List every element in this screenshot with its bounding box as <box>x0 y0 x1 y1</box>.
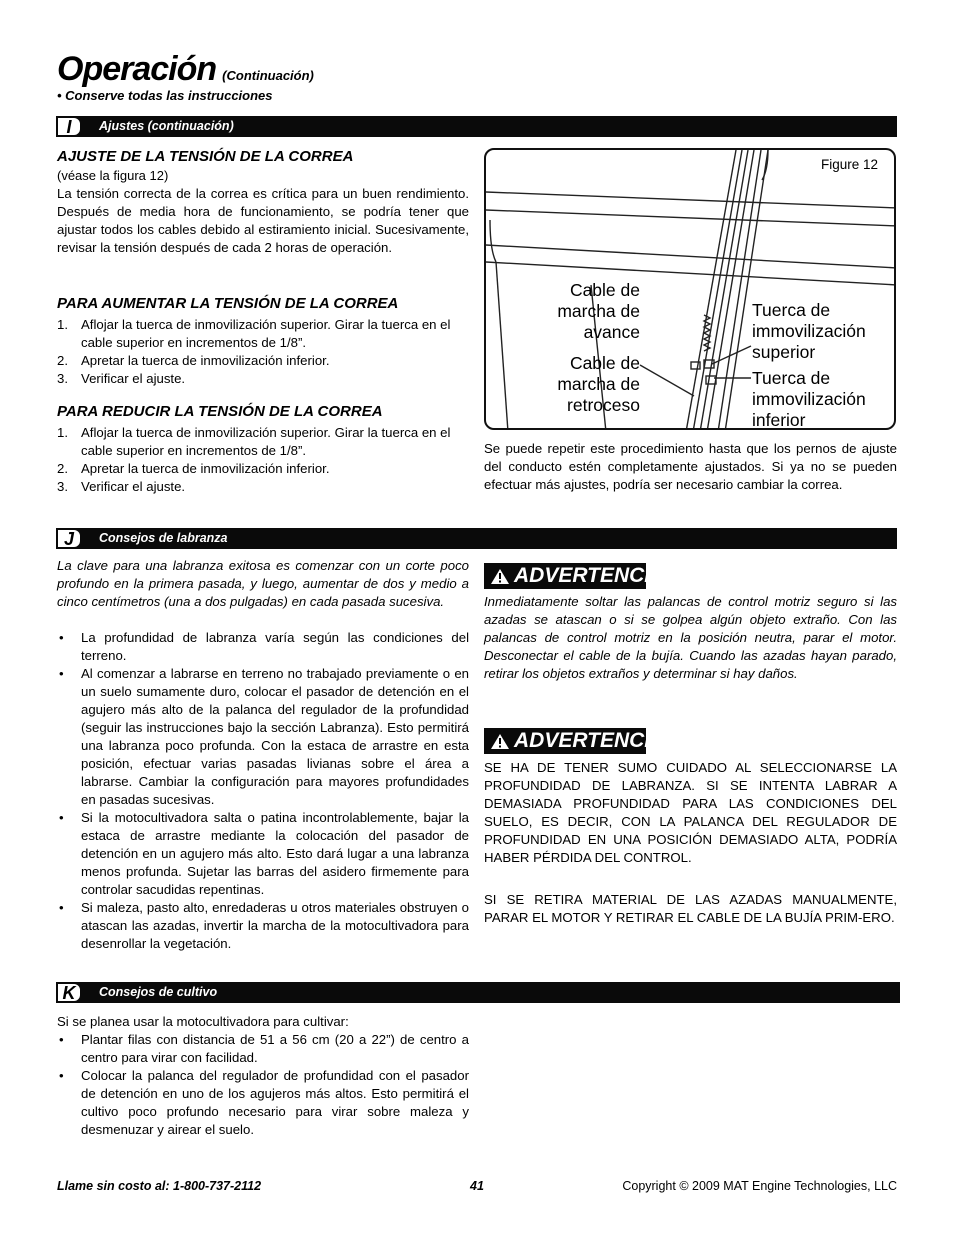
section-j-letter: J <box>56 528 82 549</box>
section-k-letter: K <box>56 982 82 1003</box>
footer-copyright: Copyright © 2009 MAT Engine Technologies, LLC <box>622 1179 897 1193</box>
warning-triangle-icon <box>490 733 510 750</box>
list-item: • La profundidad de labranza varía según las condiciones del terreno. <box>59 630 469 663</box>
section-k-title: Consejos de cultivo <box>99 985 218 999</box>
list-item: 3. Verificar el ajuste. <box>57 479 186 494</box>
decrease-steps <box>57 424 469 496</box>
list-item: • Plantar filas con distancia de 51 a 56 cm (20 a 22”) de centro a centro para virar con facilidad. <box>59 1032 469 1065</box>
tilling-tips-list <box>57 629 469 953</box>
section-i-letter: I <box>56 116 82 137</box>
cultivating-intro: Si se planea usar la motocultivadora para cultivar: <box>57 1014 349 1029</box>
decrease-tension-heading: PARA REDUCIR LA TENSIÓN DE LA CORREA <box>57 403 383 420</box>
list-item: • Al comenzar a labrarse en terreno no trabajado previamente o en un suelo sumamente duro, colocar el pasador de detención en el agujero más alto de la palanca del regulador de la profundidad (seguir las instrucciones bajo la sección Labranza). Esto permitirá una labranza poco profunda. Con la estaca de arrastre en esta posición, efectuar varias pasadas livianas sobre el área a labrarse. Cambiar la configuración para mayores profundidades en pasadas sucesivas. <box>59 666 469 807</box>
page-subtitle: • Conserve todas las instrucciones <box>57 88 273 103</box>
list-item: • Si maleza, pasto alto, enredaderas u otros materiales obstruyen o atascan las azadas, invertir la marcha de la motocultivadora para desenrollar la vegetación. <box>59 900 469 951</box>
section-j-bar <box>57 528 897 549</box>
warning-text-1: Inmediatamente soltar las palancas de control motriz seguro si las azadas se atascan o si se golpea algún objeto extraño. Con las palancas de control motriz en la posición neutra, parar el motor. Desconectar el cable de la bujía. Cuando las azadas hayan parado, retirar los objetos extraños y determinar si hay daños. <box>484 594 897 681</box>
warning-triangle-icon <box>490 568 510 585</box>
after-figure-text: Se puede repetir este procedimiento hasta que los pernos de ajuste del conducto estén completamente ajustados. Si ya no se pueden efectuar más ajustes, podría ser necesario cambiar la correa. <box>484 441 897 492</box>
section-j-title: Consejos de labranza <box>99 531 228 545</box>
list-item: • Colocar la palanca del regulador de profundidad con el pasador de detención en uno de los agujeros más altos. Esto permitirá el cultivo poco profundo necesario para virar sobre maleza y desmenuzar y airear el suelo. <box>59 1068 469 1137</box>
title-note: (Continuación) <box>222 68 314 83</box>
increase-steps <box>57 316 469 388</box>
upper-nut-label: Tuerca de immovilización superior <box>752 300 866 362</box>
warning-text-2a: SE HA DE TENER SUMO CUIDADO AL SELECCIONARSE LA PROFUNDIDAD DE LABRANZA. SI SE INTENTA LABRAR A DEMASIADA PROFUNDIDAD PARA LAS CONDICIONES DEL SUELO, ES DECIR, CON LA PALANCA DEL REGULADOR DE PROFUNDIDAD EN UNA POSICIÓN DEMASIADO ALTA, PODRÍA HABER PÉRDIDA DEL CONTROL. <box>484 760 897 865</box>
list-item: • Si la motocultivadora salta o patina incontrolablemente, bajar la estaca de arrastre mediante la colocación del pasador de detención en un agujero más alto. Esto dará lugar a una labranza menos profunda. Sujetar las barras del asidero firmemente para controlar sacudidas repentinas. <box>59 810 469 897</box>
page-title: Operación (Continuación) <box>57 50 314 88</box>
list-item: 2. Apretar la tuerca de inmovilización inferior. <box>57 461 330 476</box>
figure-caption: Figure 12 <box>820 157 878 172</box>
warning-label-1: ADVERTENCIA <box>514 564 666 587</box>
belt-tension-intro: La tensión correcta de la correa es crítica para un buen rendimiento. Después de media hora de funcionamiento, se podría tener que ajustar todos los cables debido al estiramiento inicial. Sucesivamente, revisar la tensión después de cada 2 horas de operación. <box>57 186 469 255</box>
list-item: 3. Verificar el ajuste. <box>57 371 186 386</box>
section-k-bar <box>57 982 900 1003</box>
list-item: 1. Aflojar la tuerca de inmovilización superior. Girar la tuerca en el cable superior en incrementos de 1/8”. <box>57 317 451 350</box>
section-i-bar <box>57 116 897 137</box>
increase-tension-heading: PARA AUMENTAR LA TENSIÓN DE LA CORREA <box>57 295 399 312</box>
tilling-intro: La clave para una labranza exitosa es comenzar con un corte poco profundo en la primera pasada, y luego, aumentar de dos y medio a cinco centímetros (una a dos pulgadas) en cada pasada sucesiva. <box>57 558 469 609</box>
warning-label-2: ADVERTENCIA <box>514 729 666 752</box>
warning-badge-1 <box>484 563 666 589</box>
forward-cable-label: Cable de marcha de avance <box>557 280 640 342</box>
reverse-cable-label: Cable de marcha de retroceso <box>557 353 640 415</box>
belt-tension-heading: AJUSTE DE LA TENSIÓN DE LA CORREA <box>57 148 354 165</box>
section-i-title: Ajustes (continuación) <box>99 119 234 133</box>
lower-nut-label: Tuerca de immovilización inferior <box>752 368 866 430</box>
footer-phone: Llame sin costo al: 1-800-737-2112 <box>57 1179 262 1193</box>
figure-12 <box>484 148 896 430</box>
list-item: 2. Apretar la tuerca de inmovilización inferior. <box>57 353 330 368</box>
warning-text-2b: SI SE RETIRA MATERIAL DE LAS AZADAS MANUALMENTE, PARAR EL MOTOR Y RETIRAR EL CABLE DE LA BUJÍA PRIM-ERO. <box>484 892 897 925</box>
cultivating-tips-list <box>57 1031 469 1139</box>
warning-badge-2 <box>484 728 666 754</box>
see-figure-note: (véase la figura 12) <box>57 168 169 183</box>
page-number: 41 <box>470 1179 484 1193</box>
list-item: 1. Aflojar la tuerca de inmovilización superior. Girar la tuerca en el cable superior en incrementos de 1/8”. <box>57 425 451 458</box>
